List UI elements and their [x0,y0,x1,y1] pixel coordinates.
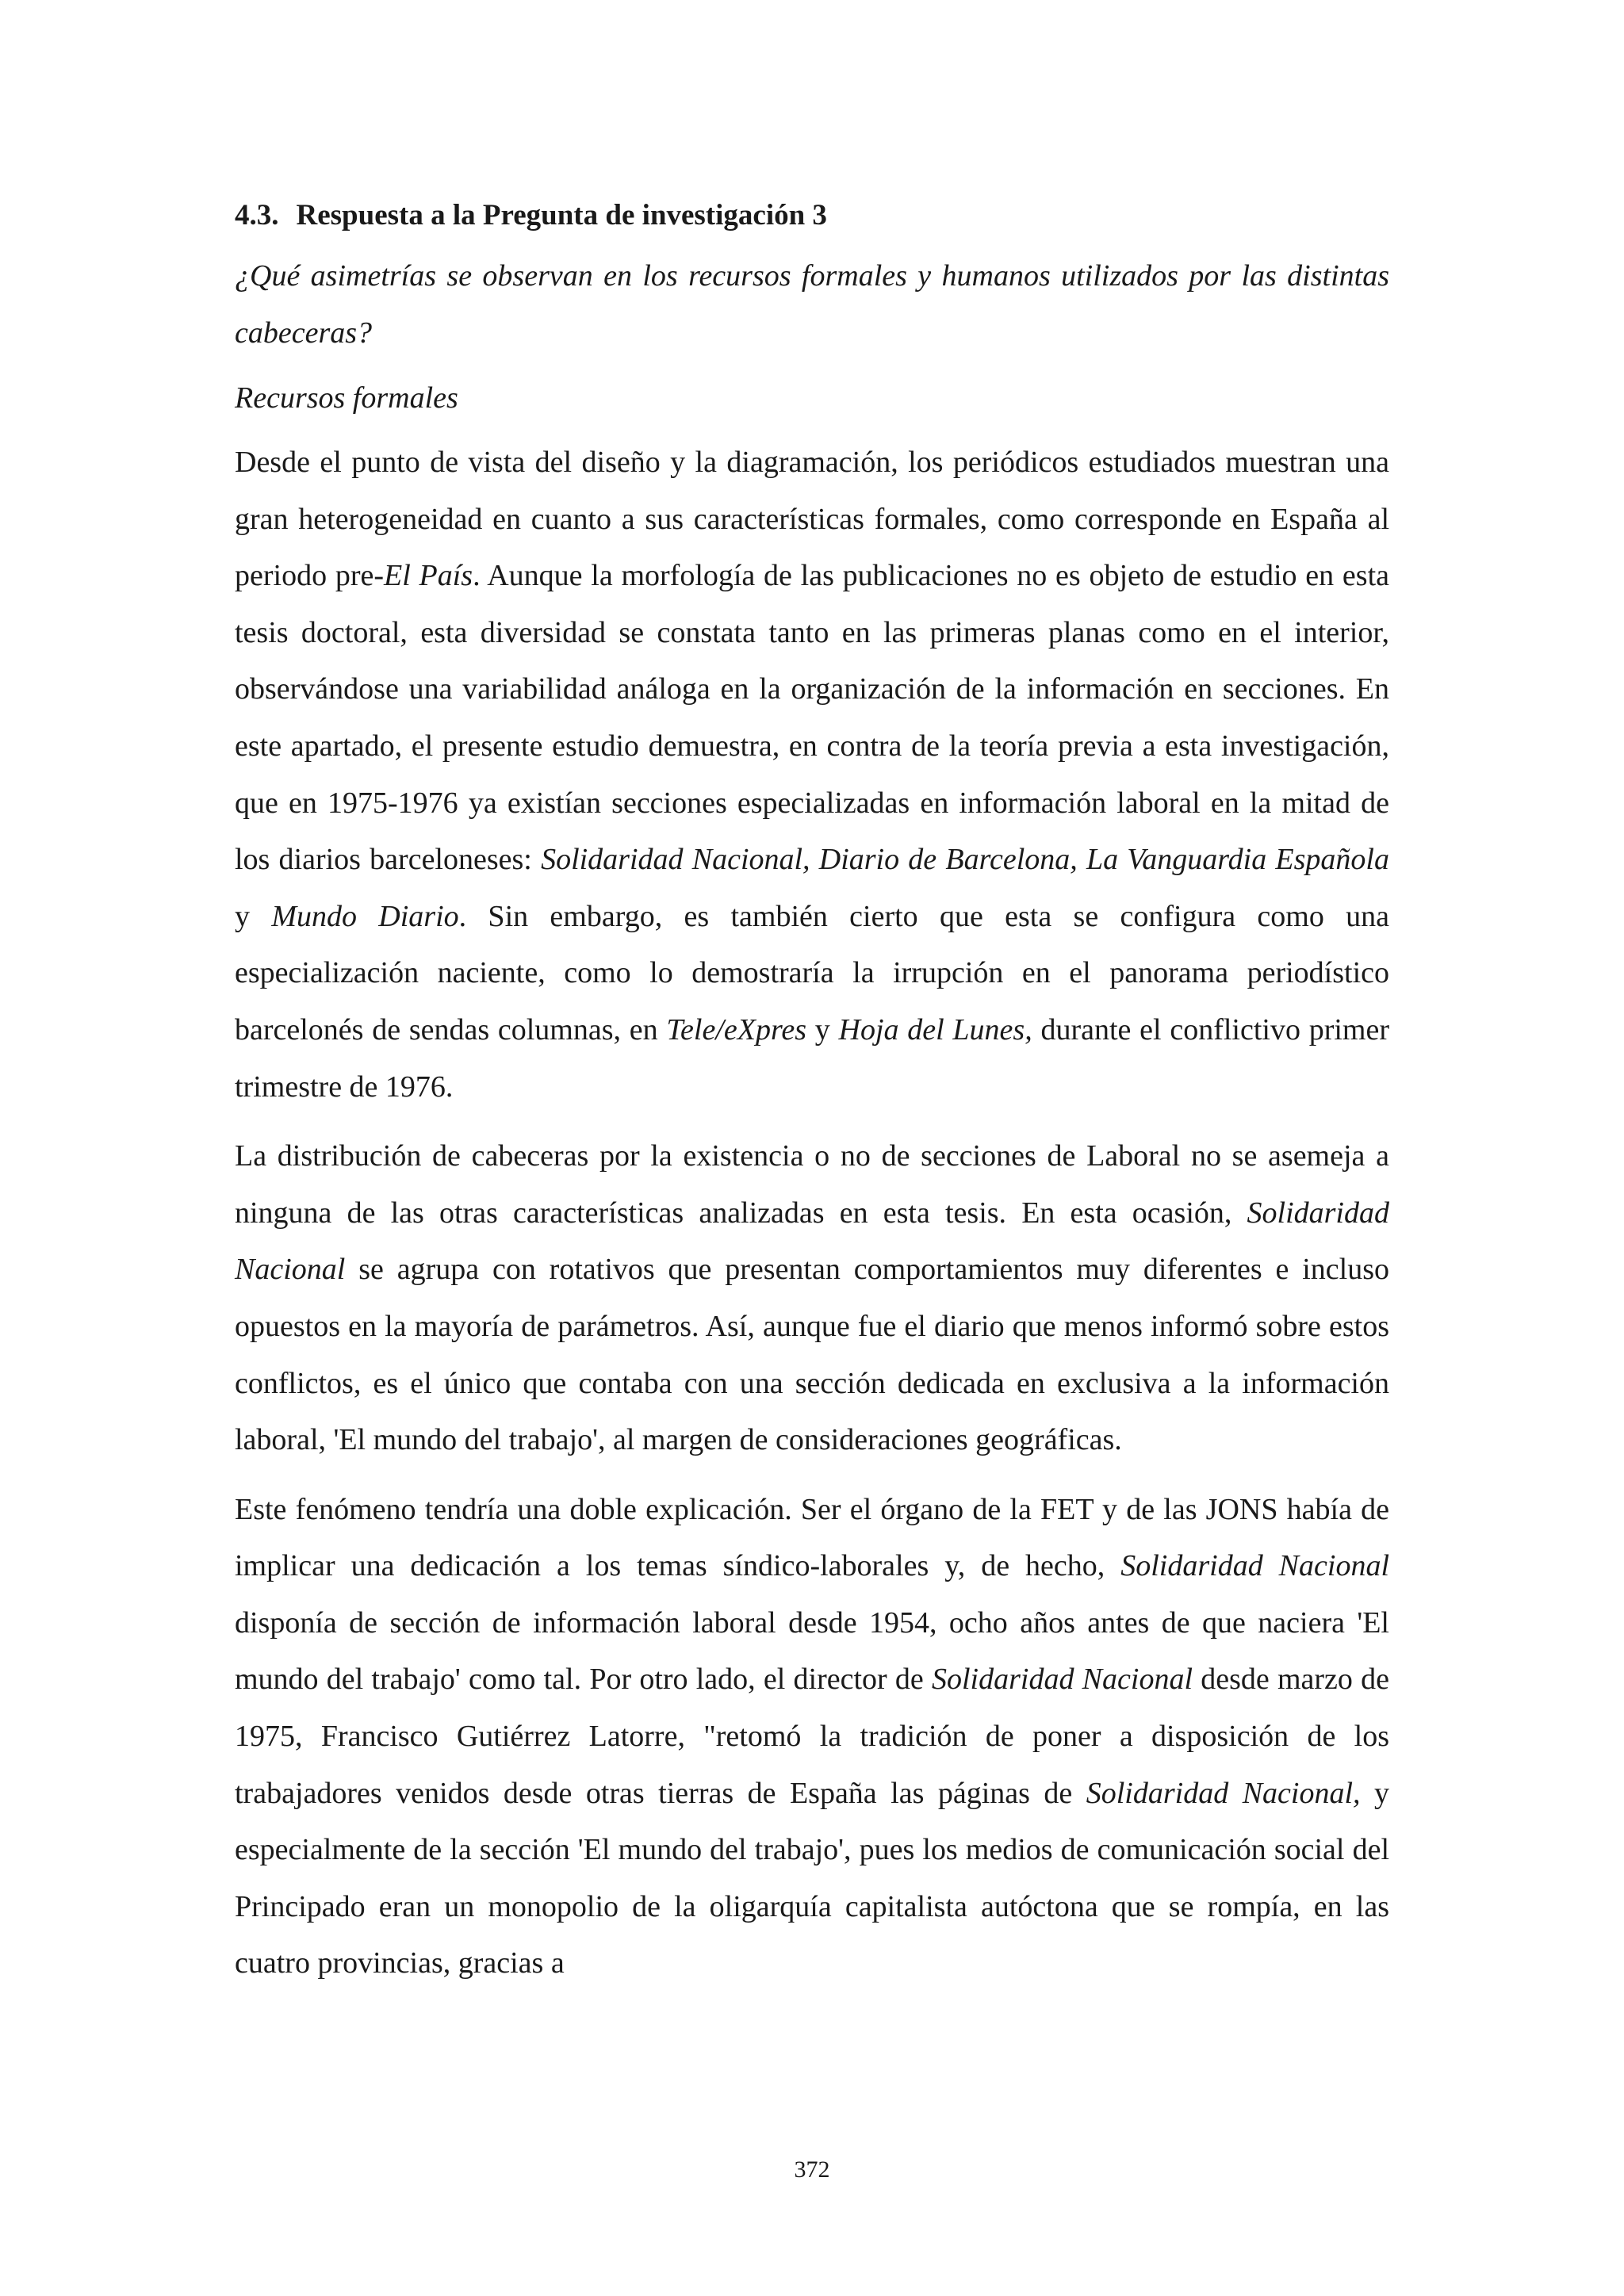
research-question: ¿Qué asimetrías se observan en los recursos formales y humanos utilizados por las distintas cabeceras? [235,259,1389,350]
section-heading [235,192,1389,239]
italic-run: Tele/eXpres [666,1012,806,1047]
body-paragraph [235,1128,1389,1469]
italic-run: Solidaridad Nacional, Diario de Barcelona, La Vanguardia Española [541,843,1389,877]
text-run: y [235,899,272,933]
text-run: se agrupa con rotativos que presentan comportamientos muy diferentes e incluso opuestos en la mayoría de parámetros. Así, aunque fue el diario que menos informó sobre estos conflictos, es el único que contaba con una sección dedicada en exclusiva a la información laboral, 'El mundo del trabajo', al margen de consideraciones geográficas. [235,1253,1389,1457]
section-title: Respuesta a la Pregunta de investigación 3 [296,199,827,232]
text-run: . Sin embargo, es también cierto que esta se configura como una especialización naciente, como lo demostraría la irrupción en el panorama periodístico barcelonés de sendas columnas, en [235,899,1390,1047]
italic-run: Mundo Diario [271,899,459,933]
italic-run: Solidaridad Nacional [1120,1549,1389,1583]
text-run: Desde el punto de vista del diseño y la diagramación, los periódicos estudiados muestran una gran heterogeneidad en cuanto a sus características formales, como corresponde en España al periodo pre- [235,446,1389,593]
italic-run: Solidaridad Nacional, [1086,1776,1361,1810]
text-run: y especialmente de la sección 'El mundo del trabajo', pues los medios de comunicación social del Principado eran un monopolio de la oligarquía capitalista autóctona que se rompía, en las cuatro provincias, gracias a [235,1776,1389,1980]
italic-run: Solidaridad Nacional [932,1663,1193,1697]
italic-run: Hoja del Lunes, [838,1012,1032,1047]
text-run: La distribución de cabeceras por la existencia o no de secciones de Laboral no se asemeja a ninguna de las otras características analizadas en esta tesis. En esta ocasión, [235,1139,1389,1230]
italic-run: Solidaridad Nacional [235,1196,1389,1287]
subsection-heading: Recursos formales [235,381,458,415]
italic-run: El País [384,559,473,593]
text-run: desde marzo de 1975, Francisco Gutiérrez Latorre, "retomó la tradición de poner a disposición de los trabajadores venidos desde otras tierras de España las páginas de [235,1663,1389,1810]
text-run: . Aunque la morfología de las publicaciones no es objeto de estudio en esta tesis doctoral, esta diversidad se constata tanto en las primeras planas como en el interior, observándose una variabilidad análoga en la organización de la información en secciones. En este apartado, el presente estudio demuestra, en contra de la teoría previa a esta investigación, que en 1975-1976 ya existían secciones especializadas en información laboral en la mitad de los diarios barceloneses: [235,559,1389,877]
body-paragraph [235,1482,1389,1992]
page-number: 372 [794,2156,830,2183]
text-run: y [806,1012,839,1047]
page-content [235,192,1389,2005]
text-run: durante el conflictivo primer trimestre de 1976. [235,1012,1389,1104]
text-run: Este fenómeno tendría una doble explicación. Ser el órgano de la FET y de las JONS había de implicar una dedicación a los temas síndico-laborales y, de hecho, [235,1492,1389,1583]
body-paragraph [235,434,1389,1115]
text-run: disponía de sección de información laboral desde 1954, ocho años antes de que naciera 'El mundo del trabajo' como tal. Por otro lado, el director de [235,1605,1389,1697]
section-number: 4.3. [235,199,279,232]
